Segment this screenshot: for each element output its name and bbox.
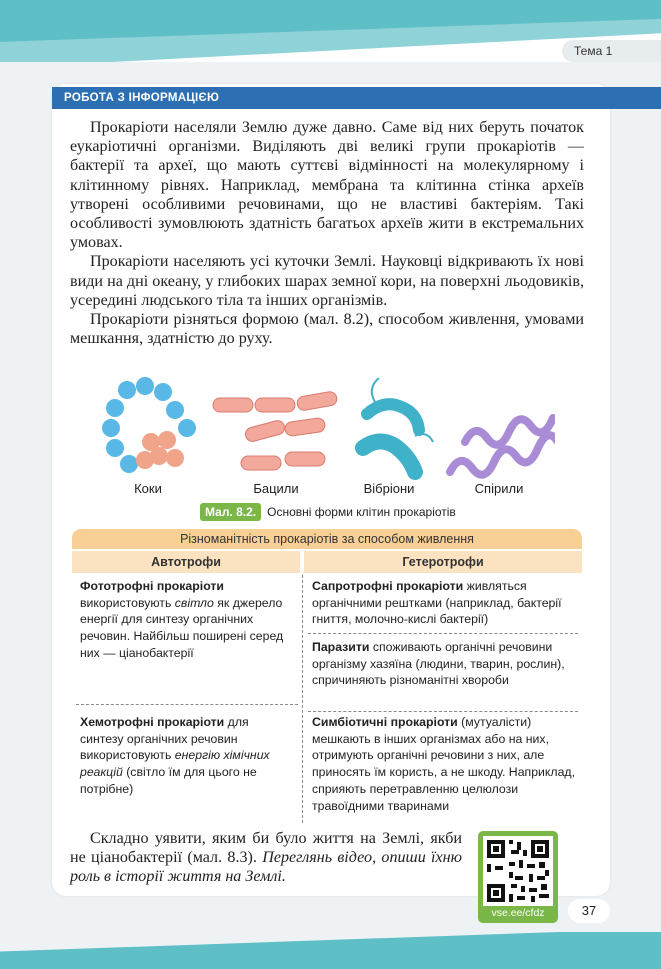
cocci-illustration	[102, 377, 196, 473]
table-cell-phototrophs: Фототрофні прокаріоти використовують світло як джерело енергії для синтезу органічних речовин. Найбільш поширені серед них — ціанобактерії	[80, 579, 284, 660]
vibrio-illustration	[363, 378, 433, 472]
figure-title: Основні форми клітин прокаріотів	[267, 505, 456, 519]
section-header	[52, 87, 661, 109]
table-header-autotrophs: Автотрофи	[72, 551, 300, 573]
caption-bacilli: Бацили	[253, 481, 299, 496]
spirilla-illustration	[450, 418, 555, 475]
table-divider	[76, 704, 298, 705]
table-divider	[308, 711, 578, 712]
qr-url[interactable]: vse.ee/cfdz	[491, 907, 545, 919]
table-divider	[302, 575, 303, 823]
qr-code-block[interactable]	[478, 831, 558, 923]
main-text	[70, 118, 584, 348]
bacilli-illustration	[213, 391, 338, 470]
paragraph-2: Прокаріоти населяють усі куточки Землі. Науковці відкривають їх нові види на дні океану, у глибоких шарах земної кори, на поверхні льодовиків, усередині людського тіла та інших організмів.	[70, 253, 584, 309]
caption-vibrio: Вібріони	[363, 481, 415, 496]
topic-tab: Тема 1	[562, 40, 661, 62]
table-cell-parasites: Паразити споживають органічні речовини організму хазяїна (людини, тварин, рослин), спричиняють різноманітні хвороби	[312, 640, 565, 688]
table-cell-saprotrophs: Сапротрофні прокаріоти живляться органічними рештками (наприклад, бактерії гниття, молочно-кислі бактерії)	[312, 579, 562, 627]
bottom-decor-band	[0, 932, 661, 969]
table-divider	[308, 633, 578, 634]
bottom-text: Складно уявити, яким би було життя на Землі, якби не ціанобактерії (мал. 8.3). Переглянь відео, опиши їхню роль в історії життя на Землі.	[70, 830, 462, 886]
table-title: Різноманітність прокаріотів за способом живлення	[72, 529, 582, 549]
paragraph-3: Прокаріоти різняться формою (мал. 8.2), способом живлення, умовами мешкання, здатністю до руху.	[70, 311, 584, 348]
caption-cocci: Коки	[134, 481, 162, 496]
figure-caption	[200, 503, 456, 521]
prokaryote-shapes-illustration	[95, 372, 555, 484]
section-header-label: РОБОТА З ІНФОРМАЦІЄЮ	[64, 92, 220, 104]
table-header-heterotrophs: Гетеротрофи	[304, 551, 582, 573]
table-cell-symbiotic: Симбіотичні прокаріоти (мутуалісти) мешкають в інших організмах або на них, отримують органічні речовини з них, але приносять їм користь, а не шкоду. Наприклад, сприяють перетравленню целюлози травоїдними тваринами	[312, 715, 576, 813]
figure-number: Мал. 8.2.	[200, 503, 261, 521]
qr-code-icon[interactable]	[483, 836, 553, 906]
table-cell-chemotrophs: Хемотрофні прокаріоти для синтезу органічних речовин використовують енергію хімічних реакцій (світло їм для цього не потрібне)	[80, 715, 270, 796]
page-number: 37	[568, 899, 610, 923]
paragraph-1: Прокаріоти населяли Землю дуже давно. Саме від них беруть початок еукаріотичні організми. Виділяють дві великі групи прокаріотів — бактерії та археї, що мають суттєві відмінності на молекулярному і клітинному рівнях. Наприклад, мембрана та клітинна стінка археїв утворені особливими речовинами, що не властиві бактеріям. Такі особливості зумовлюють здатність багатьох археїв жити в екстремальних умовах.	[70, 119, 584, 252]
caption-spirilla: Спірили	[474, 481, 524, 496]
nutrition-table	[72, 529, 582, 825]
